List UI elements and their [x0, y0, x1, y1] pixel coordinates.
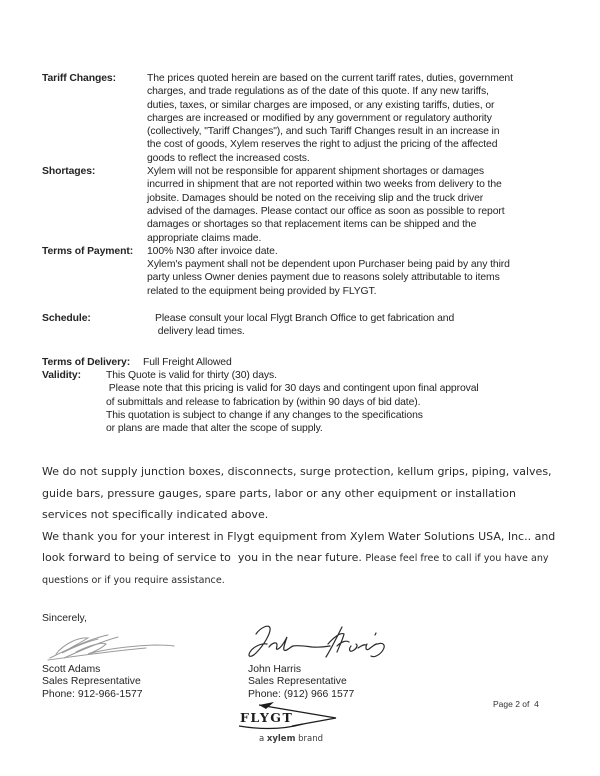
terms-section — [42, 72, 570, 435]
closing-salutation: Sincerely, — [42, 613, 87, 625]
validity-text — [106, 369, 570, 435]
schedule-row — [42, 312, 570, 339]
shortages-row — [42, 165, 570, 245]
xylem-tagline — [235, 734, 347, 744]
text-line: services not specifically indicated above. — [42, 508, 269, 522]
terms-of-payment-text — [147, 245, 570, 298]
signer-phone: Phone: 912-966-1577 — [42, 688, 143, 700]
terms-of-delivery-text — [143, 356, 570, 369]
text-line: duties, taxes, or similar charges are imposed, or any existing tariffs, duties, or — [147, 99, 495, 111]
text-line: goods to reflect the increased costs. — [147, 152, 310, 164]
validity-label: Validity: — [42, 369, 81, 381]
signer-scott-adams — [42, 664, 248, 702]
text-line: incurred in shipment that are not reported within two weeks from delivery to the — [147, 179, 502, 191]
signer-title: Sales Representative — [248, 676, 347, 688]
scott-adams-signature — [42, 630, 192, 666]
schedule-text — [155, 312, 570, 339]
text-segment-small: Please feel free to call if you have any — [365, 553, 549, 565]
tariff-changes-text — [147, 72, 570, 165]
exclusions-paragraph — [42, 461, 570, 526]
text-line: (collectively, "Tariff Changes"), and such Tariff Changes result in an increase in — [147, 126, 500, 138]
text-line: party unless Owner denies payment due to reasons solely attributable to items — [147, 272, 500, 284]
validity-row — [42, 369, 570, 435]
signer-phone: Phone: (912) 966 1577 — [248, 688, 355, 700]
signer-name: Scott Adams — [42, 663, 101, 675]
text-line: questions or if you require assistance. — [42, 574, 225, 586]
text-line: advised of the damages. Please contact our office as soon as possible to report — [147, 205, 505, 217]
text-line: of submittals and release to fabrication by (within 90 days of bid date). — [106, 396, 421, 408]
signer-blocks — [42, 664, 570, 702]
text-line: appropriate claims made. — [147, 232, 262, 244]
signatures-row — [42, 626, 570, 664]
tariff-changes-label: Tariff Changes: — [42, 73, 116, 84]
schedule-label: Schedule: — [42, 313, 91, 325]
text-line: Xylem's payment shall not be dependent upon Purchaser being paid by any third — [147, 259, 510, 271]
text-line: charges, and trade regulations as of the date of this quote. If any new tariffs, — [147, 86, 489, 98]
terms-of-payment-label: Terms of Payment: — [42, 245, 134, 257]
body-paragraphs — [42, 461, 570, 591]
text-line: Please note that this pricing is valid for 30 days and contingent upon final approval — [106, 383, 479, 395]
thanks-paragraph — [42, 526, 570, 592]
signer-title: Sales Representative — [42, 676, 141, 688]
text-line: This quotation is subject to change if any changes to the specifications — [106, 409, 423, 421]
text-line — [42, 547, 570, 570]
signer-name: John Harris — [248, 663, 302, 675]
tariff-changes-row — [42, 72, 570, 165]
page-number: Page 2 of 4 — [493, 699, 539, 709]
terms-of-delivery-row — [42, 356, 570, 369]
text-line: guide bars, pressure gauges, spare parts, labor or any other equipment or installation — [42, 486, 516, 500]
text-line: Xylem will not be responsible for apparent shipment shortages or damages — [147, 166, 485, 178]
terms-of-payment-row — [42, 245, 570, 298]
shortages-text — [147, 165, 570, 245]
signer-john-harris — [248, 664, 454, 702]
text-line: Please consult your local Flygt Branch Office to get fabrication and — [155, 313, 455, 325]
text-line: charges are increased or modified by any government or regulatory authority — [147, 112, 492, 124]
text-line: or plans are made that alter the scope of supply. — [106, 423, 323, 435]
terms-of-delivery-value: Full Freight Allowed — [143, 356, 232, 368]
text-line: We thank you for your interest in Flygt equipment from Xylem Water Solutions USA, Inc.. and — [42, 529, 556, 543]
text-line: damages or shortages so that replacement items can be shipped and the — [147, 219, 477, 231]
john-harris-signature — [238, 618, 390, 666]
flygt-arrow-icon — [235, 701, 347, 733]
terms-of-delivery-label: Terms of Delivery: — [42, 356, 131, 368]
text-line: jobsite. Damages should be noted on the receiving slip and the truck driver — [147, 192, 484, 204]
shortages-label: Shortages: — [42, 166, 96, 178]
text-segment: look forward to being of service to you in the near future. — [42, 551, 366, 565]
flygt-logo — [235, 701, 347, 744]
text-line: 100% N30 after invoice date. — [147, 245, 278, 257]
text-line: delivery lead times. — [155, 326, 245, 338]
tagline-suffix: brand — [298, 734, 324, 744]
text-line: related to the equipment being provided by FLYGT. — [147, 285, 377, 297]
tagline-brand: xylem — [266, 734, 296, 744]
text-line: the cost of goods, Xylem reserves the right to adjust the pricing of the affected — [147, 139, 498, 151]
flygt-logo-text: FLYGT — [240, 710, 294, 725]
text-line: We do not supply junction boxes, disconnects, surge protection, kellum grips, piping, valves, — [42, 465, 552, 479]
text-line: The prices quoted herein are based on the current tariff rates, duties, government — [147, 73, 513, 84]
text-line: This Quote is valid for thirty (30) days. — [106, 369, 277, 381]
tagline-prefix: a — [258, 734, 265, 744]
